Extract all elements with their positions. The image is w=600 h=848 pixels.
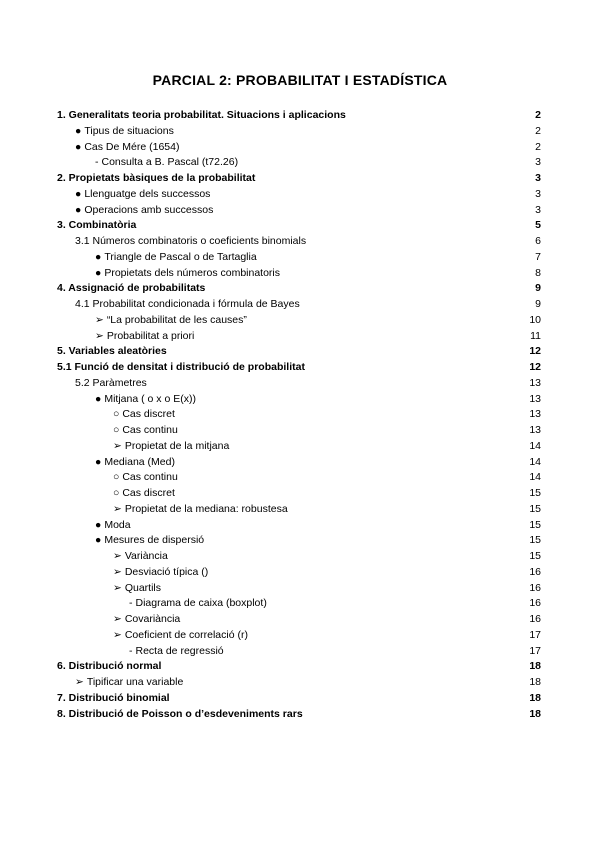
toc-entry[interactable] bbox=[57, 124, 541, 140]
toc-entry-text-wrap bbox=[57, 691, 170, 707]
toc-entry-label: Coeficient de correlació (r) bbox=[124, 628, 248, 641]
toc-entry-label: 3.1 Números combinatoris o coeficients binomials bbox=[75, 235, 307, 247]
toc-bullet-icon: ● bbox=[95, 392, 102, 405]
toc-entry-text-wrap bbox=[57, 313, 247, 329]
toc-entry-text-wrap bbox=[57, 407, 175, 423]
toc-bullet-icon: ➢ bbox=[95, 313, 104, 326]
toc-entry-label: 5. Variables aleatòries bbox=[57, 345, 167, 358]
toc-bullet-icon: ○ bbox=[113, 487, 120, 499]
toc-entry[interactable] bbox=[57, 549, 541, 565]
toc-entry-text-wrap bbox=[57, 581, 161, 597]
toc-bullet-icon: ○ bbox=[113, 471, 120, 484]
toc-entry[interactable] bbox=[57, 234, 541, 250]
toc-entry[interactable] bbox=[57, 565, 541, 581]
toc-entry-text-wrap bbox=[57, 707, 303, 723]
toc-entry-label: Propietat de la mediana: robustesa bbox=[124, 502, 288, 515]
toc-entry-text-wrap bbox=[57, 266, 280, 282]
toc-entry-label: Quartils bbox=[124, 581, 161, 594]
toc-page-number: 13 bbox=[529, 392, 541, 405]
toc-entry-label: 8. Distribució de Poisson o d’esdeveniments rars bbox=[57, 707, 303, 720]
toc-page-number: 2 bbox=[535, 140, 541, 153]
toc-bullet-icon: ● bbox=[95, 266, 102, 279]
toc-page-number: 16 bbox=[529, 581, 541, 594]
toc-entry-label: Diagrama de caixa (boxplot) bbox=[135, 597, 267, 610]
toc-entry[interactable] bbox=[57, 329, 541, 345]
toc-entry[interactable] bbox=[57, 533, 541, 549]
toc-bullet-icon: ➢ bbox=[113, 565, 122, 578]
toc-page-number: 6 bbox=[535, 235, 541, 247]
toc-page-number: 12 bbox=[529, 361, 541, 373]
toc-entry-label: Probabilitat a priori bbox=[106, 329, 195, 342]
toc-entry-label: 5.2 Paràmetres bbox=[75, 376, 147, 389]
toc-page-number: 14 bbox=[529, 455, 541, 468]
toc-page-number: 9 bbox=[535, 282, 541, 295]
toc-bullet-icon: ➢ bbox=[113, 628, 122, 641]
toc-entry-text-wrap bbox=[57, 392, 196, 408]
toc-entry[interactable] bbox=[57, 581, 541, 597]
toc-page-number: 5 bbox=[535, 219, 541, 232]
toc-bullet-icon: ➢ bbox=[95, 329, 104, 342]
toc-entry[interactable] bbox=[57, 140, 541, 156]
toc-entry-label: Cas continu bbox=[122, 424, 178, 436]
toc-entry-text-wrap bbox=[57, 344, 167, 360]
toc-bullet-icon: ➢ bbox=[113, 439, 122, 452]
toc-entry-label: Cas De Mére (1654) bbox=[84, 140, 180, 153]
toc-entry[interactable] bbox=[57, 502, 541, 518]
toc-page-number: 2 bbox=[535, 124, 541, 137]
toc-entry[interactable] bbox=[57, 423, 541, 439]
toc-entry-label: Consulta a B. Pascal (t72.26) bbox=[101, 156, 239, 169]
toc-entry-text-wrap bbox=[57, 455, 175, 471]
toc-page-number: 18 bbox=[529, 707, 541, 720]
toc-page-number: 9 bbox=[535, 298, 541, 310]
toc-page-number: 16 bbox=[529, 565, 541, 578]
toc-entry-text-wrap bbox=[57, 565, 208, 581]
toc-entry-text-wrap bbox=[57, 596, 267, 612]
toc-entry-label: Cas continu bbox=[122, 471, 178, 484]
toc-bullet-icon: ● bbox=[95, 518, 102, 531]
toc-page-number: 11 bbox=[530, 329, 541, 342]
toc-entry[interactable] bbox=[57, 470, 541, 486]
toc-entry-text-wrap bbox=[57, 297, 300, 313]
toc-entry-text-wrap bbox=[57, 423, 178, 439]
toc-entry-label: 2. Propietats bàsiques de la probabilitat bbox=[57, 172, 256, 184]
toc-bullet-icon: ○ bbox=[113, 424, 120, 436]
toc-entry-text-wrap bbox=[57, 376, 147, 392]
toc-entry[interactable] bbox=[57, 455, 541, 471]
toc-page-number: 16 bbox=[529, 597, 541, 610]
toc-page-number: 17 bbox=[529, 628, 541, 641]
toc-entry-text-wrap bbox=[57, 108, 346, 124]
toc-entry[interactable] bbox=[57, 707, 541, 723]
toc-bullet-icon: - bbox=[95, 156, 99, 169]
toc-page-number: 15 bbox=[529, 518, 541, 531]
toc-entry-text-wrap bbox=[57, 533, 204, 549]
toc-entry-label: 4. Assignació de probabilitats bbox=[57, 282, 206, 295]
toc-entry-label: Mesures de dispersió bbox=[104, 534, 205, 547]
toc-bullet-icon: ● bbox=[95, 455, 102, 468]
toc-entry-label: 4.1 Probabilitat condicionada i fórmula de Bayes bbox=[75, 298, 300, 310]
toc-entry-label: 3. Combinatòria bbox=[57, 219, 137, 232]
toc-entry-text-wrap bbox=[57, 659, 161, 675]
toc-entry[interactable] bbox=[57, 518, 541, 534]
toc-entry-text-wrap bbox=[57, 612, 180, 628]
toc-entry-text-wrap bbox=[57, 329, 194, 345]
toc-entry-text-wrap bbox=[57, 486, 175, 502]
toc-entry-label: Mitjana ( o x o E(x)) bbox=[104, 392, 196, 405]
toc-entry-label: Tipificar una variable bbox=[86, 676, 184, 688]
toc-bullet-icon: ○ bbox=[113, 408, 120, 421]
toc-entry-text-wrap bbox=[57, 171, 255, 187]
toc-page-number: 13 bbox=[529, 376, 541, 389]
toc-entry[interactable] bbox=[57, 596, 541, 612]
toc-entry-text-wrap bbox=[57, 628, 248, 644]
toc-entry[interactable] bbox=[57, 392, 541, 408]
toc-entry-text-wrap bbox=[57, 549, 168, 565]
toc-page-number: 16 bbox=[529, 613, 541, 625]
toc-page-number: 3 bbox=[535, 156, 541, 169]
toc-entry-label: 7. Distribució binomial bbox=[57, 691, 170, 704]
toc-entry-label: “La probabilitat de les causes” bbox=[106, 313, 247, 326]
toc-entry-label: Llenguatge dels successos bbox=[84, 187, 211, 200]
toc-page-number: 3 bbox=[535, 172, 541, 184]
toc-entry-text-wrap bbox=[57, 155, 238, 171]
toc-bullet-icon: ➢ bbox=[113, 550, 122, 562]
toc-entry[interactable] bbox=[57, 628, 541, 644]
toc-entry-label: Moda bbox=[104, 518, 131, 531]
toc-page-number: 15 bbox=[529, 550, 541, 562]
toc-page-number: 7 bbox=[535, 250, 541, 263]
toc-bullet-icon: ➢ bbox=[113, 502, 122, 515]
toc-page-number: 17 bbox=[529, 644, 541, 657]
toc-entry[interactable] bbox=[57, 266, 541, 282]
toc-entry[interactable] bbox=[57, 108, 541, 124]
toc-entry-label: Recta de regressió bbox=[135, 644, 224, 657]
toc-page-number: 15 bbox=[529, 502, 541, 515]
toc-entry-text-wrap bbox=[57, 502, 288, 518]
document-title: PARCIAL 2: PROBABILITAT I ESTADÍSTICA bbox=[152, 72, 448, 88]
toc-bullet-icon: ● bbox=[75, 203, 82, 216]
toc-entry[interactable] bbox=[57, 644, 541, 660]
toc-entry[interactable] bbox=[57, 486, 541, 502]
toc-entry[interactable] bbox=[57, 297, 541, 313]
toc-entry[interactable] bbox=[57, 675, 541, 691]
toc-entry-text-wrap bbox=[57, 140, 179, 156]
toc-page-number: 18 bbox=[529, 691, 541, 704]
toc-entry-label: Tipus de situacions bbox=[84, 124, 174, 137]
toc-entry[interactable] bbox=[57, 407, 541, 423]
toc-entry-text-wrap bbox=[57, 281, 205, 297]
toc-entry-label: Mediana (Med) bbox=[104, 455, 175, 468]
toc-entry-text-wrap bbox=[57, 203, 213, 219]
toc-bullet-icon: ➢ bbox=[113, 613, 122, 625]
toc-page-number: 14 bbox=[529, 471, 541, 484]
toc-entry[interactable] bbox=[57, 344, 541, 360]
toc-entry-label: 5.1 Funció de densitat i distribució de probabilitat bbox=[57, 361, 305, 373]
toc-bullet-icon: ● bbox=[75, 187, 82, 200]
toc-entry-text-wrap bbox=[57, 439, 229, 455]
toc-bullet-icon: ● bbox=[95, 534, 102, 547]
toc-entry-text-wrap bbox=[57, 250, 257, 266]
toc-entry-label: Propietats dels números combinatoris bbox=[104, 266, 281, 279]
toc-entry[interactable] bbox=[57, 187, 541, 203]
toc-entry-label: Covariància bbox=[124, 613, 181, 625]
toc-page-number: 18 bbox=[529, 676, 541, 688]
toc-entry[interactable] bbox=[57, 439, 541, 455]
toc-entry-label: Desviació típica () bbox=[124, 565, 209, 578]
toc-page-number: 8 bbox=[535, 266, 541, 279]
toc-bullet-icon: ● bbox=[75, 124, 82, 137]
toc-bullet-icon: ➢ bbox=[75, 676, 84, 688]
toc-entry-text-wrap bbox=[57, 518, 131, 534]
toc-page-number: 14 bbox=[529, 439, 541, 452]
toc-entry[interactable] bbox=[57, 659, 541, 675]
toc-page-number: 13 bbox=[529, 408, 541, 421]
toc-entry-label: 6. Distribució normal bbox=[57, 660, 162, 673]
toc-bullet-icon: ● bbox=[75, 140, 82, 153]
toc-entry[interactable] bbox=[57, 203, 541, 219]
toc-entry-text-wrap bbox=[57, 644, 224, 660]
toc-entry-label: Triangle de Pascal o de Tartaglia bbox=[104, 250, 257, 263]
toc-entry[interactable] bbox=[57, 250, 541, 266]
toc-bullet-icon: ➢ bbox=[113, 581, 122, 594]
toc-page-number: 3 bbox=[535, 203, 541, 216]
toc-entry-text-wrap bbox=[57, 675, 183, 691]
toc-entry-label: Cas discret bbox=[122, 487, 175, 499]
toc-entry-text-wrap bbox=[57, 187, 210, 203]
toc-entry[interactable] bbox=[57, 691, 541, 707]
toc-page-number: 15 bbox=[529, 487, 541, 499]
toc-page-number: 13 bbox=[529, 424, 541, 436]
toc-entry[interactable] bbox=[57, 155, 541, 171]
toc-entry-label: Operacions amb successos bbox=[84, 203, 214, 216]
toc-entry-label: Cas discret bbox=[122, 408, 175, 421]
toc-page-number: 3 bbox=[535, 187, 541, 200]
table-of-contents bbox=[57, 108, 541, 722]
toc-entry-text-wrap bbox=[57, 218, 136, 234]
toc-bullet-icon: ● bbox=[95, 250, 102, 263]
toc-entry-label: 1. Generalitats teoria probabilitat. Situacions i aplicacions bbox=[57, 109, 346, 121]
toc-entry[interactable] bbox=[57, 218, 541, 234]
toc-entry-text-wrap bbox=[57, 234, 306, 250]
toc-page-number: 10 bbox=[529, 313, 541, 326]
toc-entry-text-wrap bbox=[57, 124, 174, 140]
toc-entry[interactable] bbox=[57, 313, 541, 329]
toc-entry[interactable] bbox=[57, 376, 541, 392]
toc-page-number: 18 bbox=[529, 660, 541, 673]
toc-entry-text-wrap bbox=[57, 470, 178, 486]
toc-entry-label: Propietat de la mitjana bbox=[124, 439, 230, 452]
toc-bullet-icon: - bbox=[129, 597, 133, 610]
toc-entry-label: Variància bbox=[124, 550, 168, 562]
toc-entry[interactable] bbox=[57, 360, 541, 376]
toc-entry[interactable] bbox=[57, 171, 541, 187]
toc-page-number: 15 bbox=[529, 534, 541, 547]
toc-entry[interactable] bbox=[57, 612, 541, 628]
toc-page-number: 12 bbox=[529, 345, 541, 358]
toc-bullet-icon: - bbox=[129, 644, 133, 657]
toc-page-number: 2 bbox=[535, 109, 541, 121]
toc-entry-text-wrap bbox=[57, 360, 305, 376]
toc-entry[interactable] bbox=[57, 281, 541, 297]
